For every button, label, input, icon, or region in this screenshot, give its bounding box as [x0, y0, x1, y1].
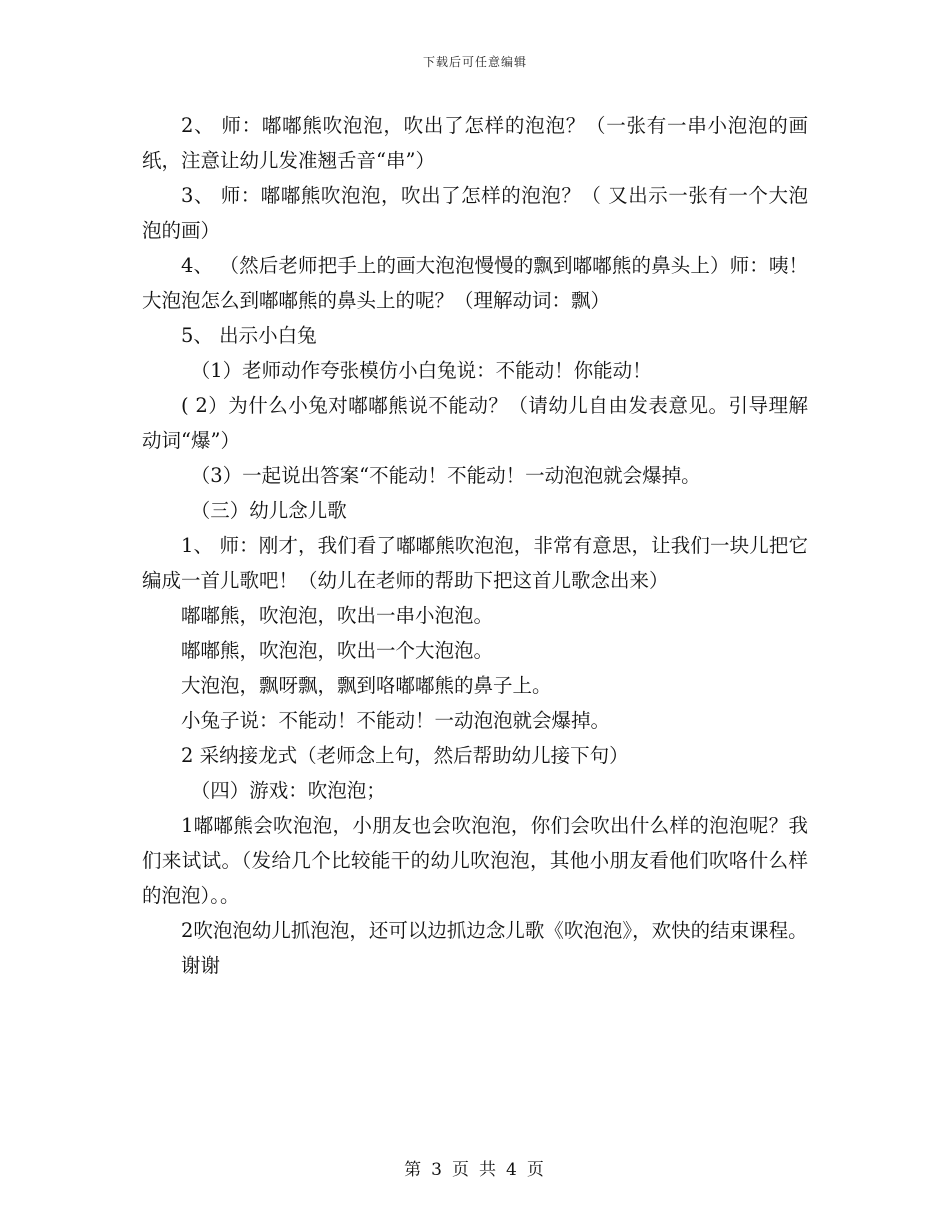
paragraph: 3、 师：嘟嘟熊吹泡泡，吹出了怎样的泡泡？（ 又出示一张有一个大泡泡的画） [142, 184, 808, 242]
document-body [142, 108, 808, 983]
section-heading: （三）幼儿念儿歌 [190, 499, 347, 522]
closing-text: 谢谢 [181, 954, 221, 977]
paragraph: 5、 出示小白兔 [181, 324, 317, 347]
poem-line: 嘟嘟熊，吹泡泡，吹出一个大泡泡。 [181, 639, 494, 662]
paragraph: 4、 （然后老师把手上的画大泡泡慢慢的飘到嘟嘟熊的鼻头上）师：咦！大泡泡怎么到嘟嘟熊的鼻头上的呢？（理解动词：飘） [142, 254, 808, 312]
paragraph: 1、 师：刚才，我们看了嘟嘟熊吹泡泡，非常有意思，让我们一块儿把它编成一首儿歌吧！（幼儿在老师的帮助下把这首儿歌念出来） [142, 534, 808, 592]
footer-total-pages: 4 [506, 1160, 519, 1180]
page-header: 下载后可任意编辑 [422, 55, 527, 69]
footer-suffix: 页 [526, 1160, 546, 1180]
paragraph: （3）一起说出答案“不能动！不能动！一动泡泡就会爆掉。 [190, 464, 701, 487]
section-heading: （四）游戏：吹泡泡； [190, 779, 386, 802]
footer-prefix: 第 [404, 1160, 424, 1180]
poem-line: 小兔子说：不能动！不能动！一动泡泡就会爆掉。 [181, 709, 611, 732]
footer-page-number: 3 [431, 1160, 444, 1180]
paragraph: 1嘟嘟熊会吹泡泡，小朋友也会吹泡泡，你们会吹出什么样的泡泡呢？我们来试试。（发给几个比较能干的幼儿吹泡泡，其他小朋友看他们吹咯什么样的泡泡）。。 [142, 814, 808, 907]
paragraph: （1）老师动作夸张模仿小白兔说：不能动！你能动！ [190, 359, 652, 382]
paragraph: 2、 师：嘟嘟熊吹泡泡，吹出了怎样的泡泡？（一张有一串小泡泡的画纸，注意让幼儿发准翘舌音“串”） [142, 114, 808, 172]
footer-page-word: 页 [452, 1160, 471, 1180]
footer-total-word: 共 [479, 1160, 498, 1180]
paragraph: 2吹泡泡幼儿抓泡泡，还可以边抓边念儿歌《吹泡泡》，欢快的结束课程。 [181, 919, 808, 942]
poem-line: 大泡泡，飘呀飘，飘到咯嘟嘟熊的鼻子上。 [181, 674, 552, 697]
page-footer [0, 1155, 950, 1180]
paragraph: 2 采纳接龙式（老师念上句，然后帮助幼儿接下句） [181, 744, 629, 767]
paragraph: ( 2）为什么小兔对嘟嘟熊说不能动？（请幼儿自由发表意见。引导理解动词“爆”） [142, 394, 808, 452]
poem-line: 嘟嘟熊，吹泡泡，吹出一串小泡泡。 [181, 604, 494, 627]
